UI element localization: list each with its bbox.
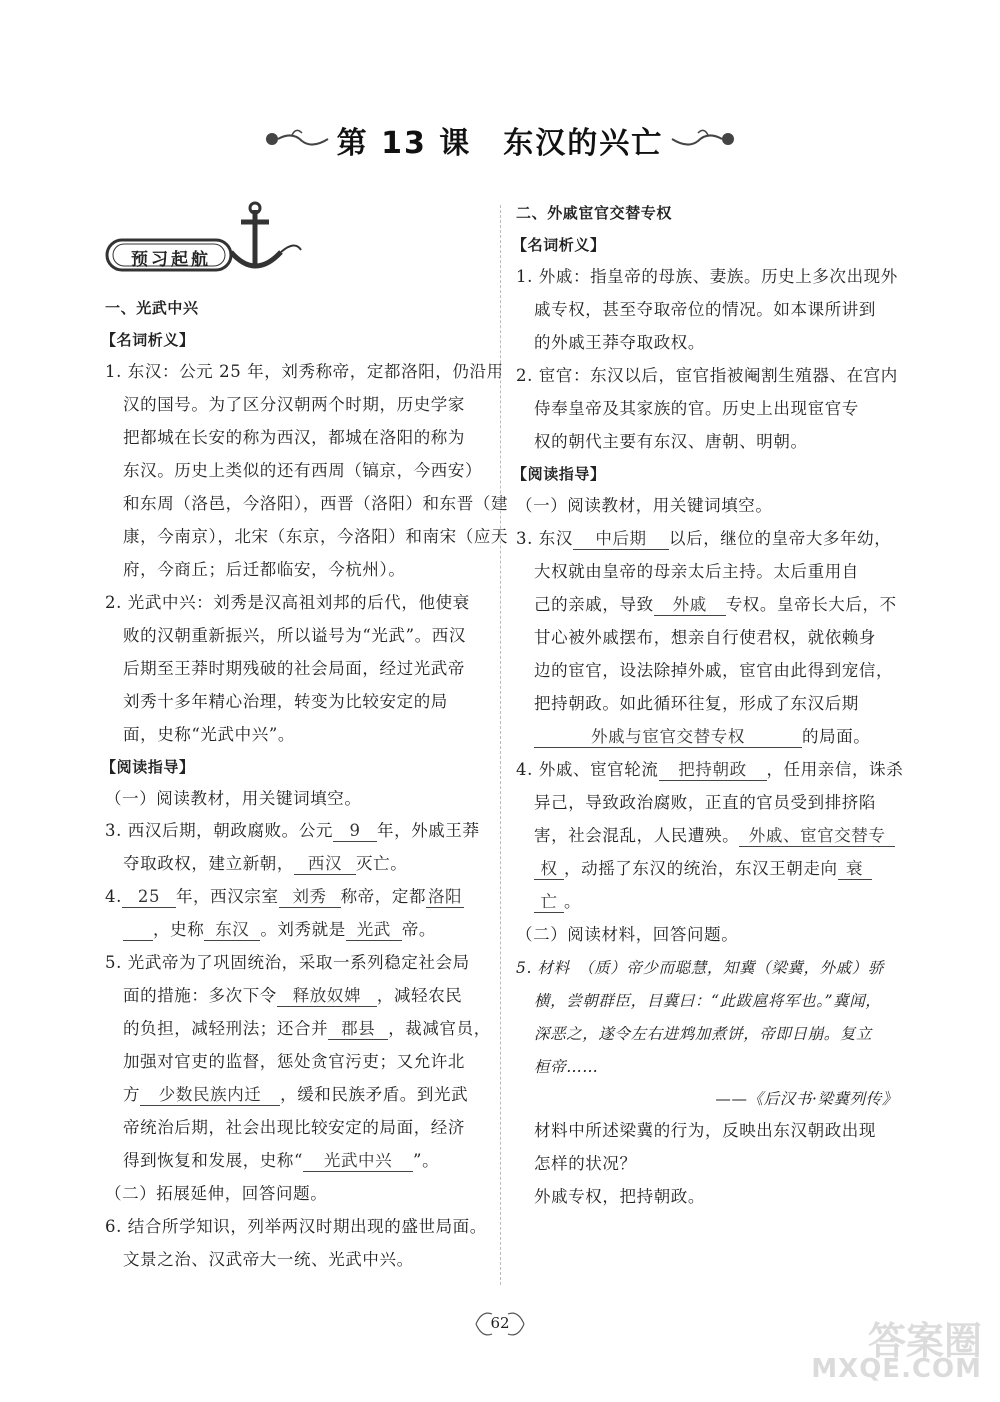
term-line: 把都城在长安的称为西汉，都城在洛阳的称为 xyxy=(123,428,465,447)
question-3-cont xyxy=(123,854,407,875)
answer-blank: 东汉 xyxy=(204,920,260,941)
answer-blank: 西汉 xyxy=(294,854,356,875)
term-line: 2. 宦官：东汉以后，宦官指被阉割生殖器、在宫内 xyxy=(516,366,898,385)
right-flourish-icon xyxy=(668,125,738,155)
term-line: 权的朝代主要有东汉、唐朝、明朝。 xyxy=(534,432,808,451)
question-3 xyxy=(105,821,480,842)
question-4-line xyxy=(534,859,872,880)
answer-blank: 外戚 xyxy=(654,595,726,616)
question-4-cont xyxy=(123,920,436,941)
question-text: 怎样的状况？ xyxy=(534,1154,637,1173)
question-5-line: 加强对官吏的监督，惩处贪官污吏；又允许北 xyxy=(123,1052,465,1071)
sub-heading: （一）阅读教材，用关键词填空。 xyxy=(105,789,362,808)
answer-blank: 释放奴婢 xyxy=(277,986,377,1007)
text: 害，社会混乱，人民遭殃。 xyxy=(534,826,740,845)
material-line: 深恶之，遂令左右进鸩加煮饼，帝即日崩。复立 xyxy=(534,1025,873,1043)
answer-blank: 刘秀 xyxy=(279,887,341,908)
column-divider xyxy=(500,205,501,1285)
watermark xyxy=(802,1310,982,1390)
question-4-line: 异己，导致政治腐败，正直的官员受到排挤陷 xyxy=(534,793,876,812)
term-line: 败的汉朝重新振兴，所以谥号为“光武”。西汉 xyxy=(123,626,466,645)
sub-heading: （二）拓展延伸，回答问题。 xyxy=(105,1184,328,1203)
text: 的局面。 xyxy=(802,727,871,746)
text: 面的措施：多次下令 xyxy=(123,986,277,1005)
badge-label: 预习起航 xyxy=(131,250,211,270)
text: 夺取政权，建立新朝， xyxy=(123,854,294,873)
term-line: 和东周（洛邑，今洛阳），西晋（洛阳）和东晋（建 xyxy=(123,494,509,513)
answer-blank: 外戚、宦官交替专 xyxy=(739,826,895,847)
material-source: ——《后汉书·梁冀列传》 xyxy=(715,1090,898,1108)
text: 称帝，定都 xyxy=(340,887,427,906)
answer-blank: 郡县 xyxy=(328,1019,388,1040)
answer-blank: 衰 xyxy=(838,859,872,880)
question-5-line xyxy=(123,986,462,1007)
answer-blank: 中后期 xyxy=(573,529,669,550)
question-5-line xyxy=(123,1151,439,1172)
text: 3. 东汉 xyxy=(516,529,573,548)
text: 得到恢复和发展，史称“ xyxy=(123,1151,304,1170)
preview-badge xyxy=(105,200,305,280)
term-line: 1. 外戚：指皇帝的母族、妻族。历史上多次出现外 xyxy=(516,267,898,286)
terms-tag: 【名词析义】 xyxy=(101,331,195,349)
answer-blank: 25 xyxy=(122,887,176,908)
text: ，动摇了东汉的统治，东汉王朝走向 xyxy=(564,859,838,878)
answer-blank-cont xyxy=(123,920,153,941)
question-5-line xyxy=(123,1085,468,1106)
text: 。 xyxy=(564,892,582,911)
question-3-line xyxy=(534,727,870,748)
text: ，减轻农民 xyxy=(376,986,463,1005)
term-line: 后期至王莽时期残破的社会局面，经过光武帝 xyxy=(123,659,465,678)
terms-tag: 【名词析义】 xyxy=(512,236,606,254)
text: 方 xyxy=(123,1085,141,1104)
text: ”。 xyxy=(413,1151,440,1170)
page-title: 第 13 课 东汉的兴亡 xyxy=(336,126,664,161)
guide-tag: 【阅读指导】 xyxy=(101,758,195,776)
text: 。刘秀就是 xyxy=(260,920,346,939)
question-6: 6. 结合所学知识，列举两汉时期出现的盛世局面。 xyxy=(105,1217,487,1236)
material-line: 横，尝朝群臣，目冀曰：“此跋扈将军也。”冀闻， xyxy=(534,992,882,1010)
text: ，史称 xyxy=(153,920,205,939)
text: 3. 西汉后期，朝政腐败。公元 xyxy=(105,821,333,840)
question-5: 5. 光武帝为了巩固统治，采取一系列稳定社会局 xyxy=(105,953,470,972)
text: ，缓和民族矛盾。到光武 xyxy=(280,1085,469,1104)
question-4 xyxy=(516,760,903,781)
term-line: 1. 东汉：公元 25 年，刘秀称帝，定都洛阳，仍沿用 xyxy=(105,362,504,381)
term-line: 2. 光武中兴：刘秀是汉高祖刘邦的后代，他使衰 xyxy=(105,593,470,612)
term-line: 侍奉皇帝及其家族的官。历史上出现宦官专 xyxy=(534,399,859,418)
term-line: 戚专权，甚至夺取帝位的情况。如本课所讲到 xyxy=(534,300,876,319)
page-number-badge xyxy=(472,1306,528,1342)
text: 灭亡。 xyxy=(356,854,408,873)
answer-text: 外戚专权，把持朝政。 xyxy=(534,1187,705,1206)
question-3-line: 甘心被外戚摆布，想亲自行使君权，就依赖身 xyxy=(534,628,876,647)
answer-blank: 洛阳 xyxy=(427,887,463,906)
page-number: 62 xyxy=(490,1314,510,1332)
text: 的负担，减轻刑法；还合并 xyxy=(123,1019,329,1038)
answer-blank: 光武 xyxy=(346,920,402,941)
question-3-line xyxy=(534,595,897,616)
lesson-title-bar xyxy=(0,118,1000,168)
answer-blank: 光武中兴 xyxy=(303,1151,413,1172)
term-line: 汉的国号。为了区分汉朝两个时期，历史学家 xyxy=(123,395,465,414)
text: 4. xyxy=(105,887,122,906)
text: 以后，继位的皇帝大多年幼， xyxy=(669,529,892,548)
question-4 xyxy=(105,887,464,908)
answer-blank: 外戚与宦官交替专权 xyxy=(534,727,802,748)
sub-heading: （一）阅读教材，用关键词填空。 xyxy=(516,496,773,515)
question-4-line xyxy=(534,826,895,847)
section-heading: 二、外戚宦官交替专权 xyxy=(516,204,673,222)
question-5-line xyxy=(123,1019,491,1040)
term-line: 刘秀十多年精心治理，转变为比较安定的局 xyxy=(123,692,448,711)
material-line: 5. 材料 （质）帝少而聪慧，知冀（梁冀，外戚）骄 xyxy=(516,959,884,977)
answer-text: 文景之治、汉武帝大一统、光武中兴。 xyxy=(123,1250,414,1269)
question-5-line: 帝统治后期，社会出现比较安定的局面，经济 xyxy=(123,1118,465,1137)
term-line: 的外戚王莽夺取政权。 xyxy=(534,333,705,352)
question-4-line xyxy=(534,892,581,913)
text: 专权。皇帝长大后，不 xyxy=(725,595,897,614)
question-3-line: 把持朝政。如此循环往复，形成了东汉后期 xyxy=(534,694,859,713)
answer-blank-cont: 权 xyxy=(534,859,564,880)
guide-tag: 【阅读指导】 xyxy=(512,465,606,483)
text: ，任用亲信，诛杀 xyxy=(766,760,904,779)
text: 年，外戚王莽 xyxy=(377,821,480,840)
watermark-text: 答案圈 xyxy=(867,1319,982,1363)
answer-blank: 少数民族内迁 xyxy=(140,1085,280,1106)
answer-blank-cont: 亡 xyxy=(534,892,564,913)
question-3-line: 大权就由皇帝的母亲太后主持。太后重用自 xyxy=(534,562,859,581)
term-line: 面，史称“光武中兴”。 xyxy=(123,725,295,744)
text: 4. 外戚、宦官轮流 xyxy=(516,760,659,779)
text: 年，西汉宗室 xyxy=(175,887,279,906)
term-line: 东汉。历史上类似的还有西周（镐京，今西安） xyxy=(123,461,483,480)
text: 己的亲戚，导致 xyxy=(534,595,654,614)
question-3-line: 边的宦官，设法除掉外戚，宦官由此得到宠信， xyxy=(534,661,894,680)
material-line: 桓帝…… xyxy=(534,1058,599,1076)
term-line: 康，今南京），北宋（东京，今洛阳）和南宋（应天 xyxy=(123,527,509,546)
answer-blank: 把持朝政 xyxy=(659,760,767,781)
question-3 xyxy=(516,529,891,550)
text: ，裁减官员， xyxy=(388,1019,491,1038)
left-flourish-icon xyxy=(262,125,332,155)
term-line: 府，今商丘；后迁都临安，今杭州）。 xyxy=(123,560,406,579)
watermark-url: MXQE.COM xyxy=(811,1354,982,1384)
sub-heading: （二）阅读材料，回答问题。 xyxy=(516,925,739,944)
text: 帝。 xyxy=(401,920,437,939)
section-heading: 一、光武中兴 xyxy=(105,299,199,317)
question-text: 材料中所述梁冀的行为，反映出东汉朝政出现 xyxy=(534,1121,876,1140)
answer-blank: 9 xyxy=(333,821,377,842)
